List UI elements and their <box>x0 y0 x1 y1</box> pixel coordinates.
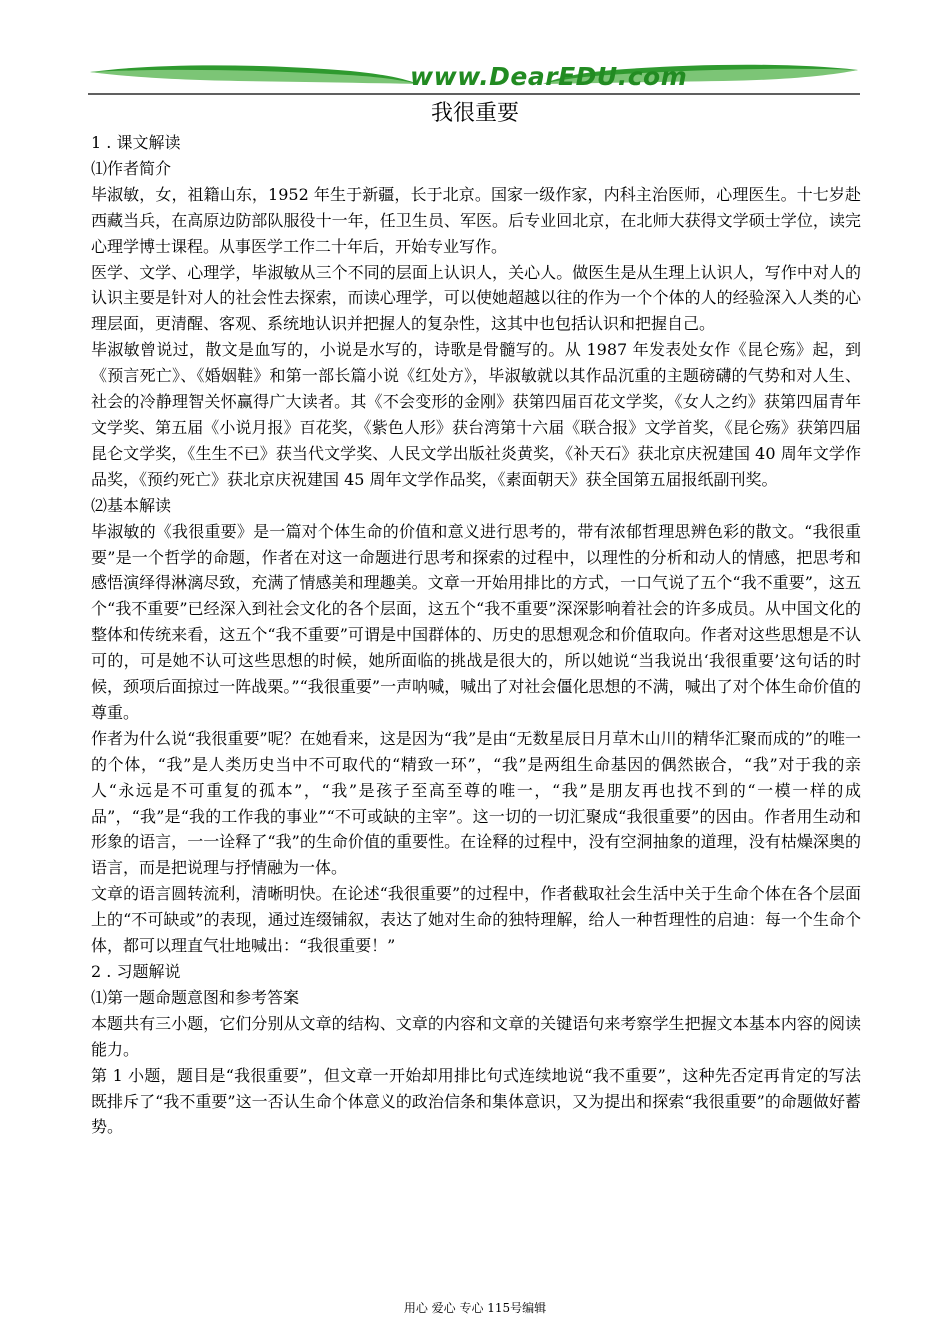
body-paragraph: 第 1 小题，题目是“我很重要”，但文章一开始却用排比句式连续地说“我不重要”，这种先否定再肯定的写法既排斥了“我不重要”这一否认生命个体意义的政治信条和集体意识，又为提出和探索“我很重要”的命题做好蓄势。 <box>91 1065 861 1137</box>
site-header <box>88 56 860 96</box>
subsection-heading: ⑴作者简介 <box>91 158 172 178</box>
article-title: 我很重要 <box>430 101 519 126</box>
body-paragraph: 医学、文学、心理学，毕淑敏从三个不同的层面上认识人，关心人。做医生是从生理上认识人，写作中对人的认识主要是针对人的社会性去探索，而读心理学，可以使她超越以往的作为一个个体的人的经验深入人类的心理层面，更清醒、客观、系统地认识并把握人的复杂性，这其中也包括认识和把握自己。 <box>91 262 861 334</box>
article-body <box>91 130 861 1140</box>
body-paragraph: 毕淑敏的《我很重要》是一篇对个体生命的价值和意义进行思考的，带有浓郁哲理思辨色彩的散文。“我很重要”是一个哲学的命题，作者在对这一命题进行思考和探索的过程中，以理性的分析和动人的情感，把思考和感悟演绎得淋漓尽致，充满了情感美和理趣美。文章一开始用排比的方式，一口气说了五个“我不重要”，这五个“我不重要”已经深入到社会文化的各个层面，这五个“我不重要”深深影响着社会的许多成员。从中国文化的整体和传统来看，这五个“我不重要”可谓是中国群体的、历史的思想观念和价值取向。作者对这些思想是不认可的，可是她不认可这些思想的时候，她所面临的挑战是很大的，所以她说“当我说出‘我很重要’这句话的时候，颈项后面掠过一阵战栗。”“我很重要”一声呐喊，喊出了对社会僵化思想的不满，喊出了对个体生命价值的尊重。 <box>91 521 861 722</box>
section-heading-2: 2 . 习题解说 <box>91 962 181 981</box>
site-logo-text: www.DearEDU.com <box>410 62 688 91</box>
body-paragraph: 毕淑敏曾说过，散文是血写的，小说是水写的，诗歌是骨髓写的。从 1987 年发表处女作《昆仑殇》起，到《预言死亡》、《婚姻鞋》和第一部长篇小说《红处方》，毕淑敏就以其作品沉重的主题磅礴的气势和对人生、社会的冷静理智关怀赢得广大读者。其《不会变形的金刚》获第四届百花文学奖，《女人之约》获第四届青年文学奖、第五届《小说月报》百花奖，《紫色人形》获台湾第十六届《联合报》文学首奖，《昆仑殇》获第四届昆仑文学奖，《生生不已》获当代文学奖、人民文学出版社炎黄奖，《补天石》获北京庆祝建国 40 周年文学作品奖，《预约死亡》获北京庆祝建国 45 周年文学作品奖，《素面朝天》获全国第五届报纸副刊奖。 <box>91 340 861 489</box>
body-paragraph: 作者为什么说“我很重要”呢？在她看来，这是因为“我”是由“无数星辰日月草木山川的精华汇聚而成的”的唯一的个体，“我”是人类历史当中不可取代的“精致一环”，“我”是两组生命基因的偶然嵌合，“我”对于我的亲人“永远是不可重复的孤本”，“我”是孩子至高至尊的唯一，“我”是朋友再也找不到的“一模一样的成品”，“我”是“我的工作我的事业”“不可或缺的主宰”。这一切的一切汇聚成“我很重要”的因由。作者用生动和形象的语言，一一诠释了“我”的生命价值的重要性。在诠释的过程中，没有空洞抽象的道理，没有枯燥深奥的语言，而是把说理与抒情融为一体。 <box>91 728 861 878</box>
body-paragraph: 本题共有三小题，它们分别从文章的结构、文章的内容和文章的关键语句来考察学生把握文本基本内容的阅读能力。 <box>91 1013 861 1059</box>
section-heading-1: 1 . 课文解读 <box>91 133 181 152</box>
page-footer: 用心 爱心 专心 115号编辑 <box>403 1301 547 1315</box>
subsection-heading: ⑵基本解读 <box>91 495 172 515</box>
subsection-heading: ⑴第一题命题意图和参考答案 <box>91 987 300 1007</box>
body-paragraph: 毕淑敏，女，祖籍山东，1952 年生于新疆，长于北京。国家一级作家，内科主治医师，心理医生。十七岁赴西藏当兵，在高原边防部队服役十一年，任卫生员、军医。后专业回北京，在北师大获得文学硕士学位，读完心理学博士课程。从事医学工作二十年后，开始专业写作。 <box>91 184 861 256</box>
body-paragraph: 文章的语言圆转流利，清晰明快。在论述“我很重要”的过程中，作者截取社会生活中关于生命个体在各个层面上的“不可缺或”的表现，通过连缀铺叙，表达了她对生命的独特理解，给人一种哲理性的启迪：每一个生命个体，都可以理直气壮地喊出：“我很重要！” <box>91 884 861 956</box>
